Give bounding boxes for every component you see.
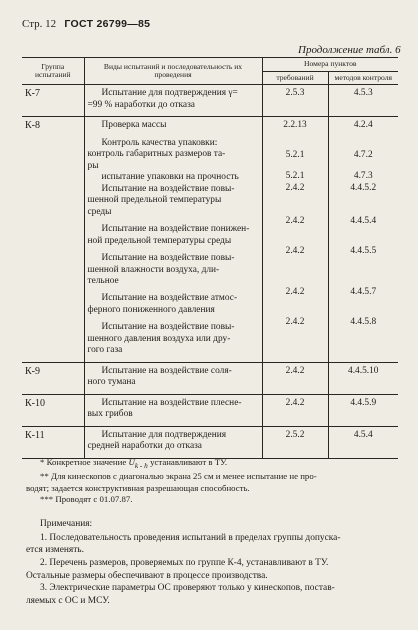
group-cell: К-11	[22, 426, 84, 458]
method-numbers: 4.4.5.9	[328, 394, 398, 426]
method-numbers: 4.5.4	[328, 426, 398, 458]
group-cell: К-7	[22, 85, 84, 117]
notes-section	[26, 518, 400, 608]
test-groups-table	[22, 57, 398, 459]
test-description: Испытание для подтверждения средней наработки до отказа	[84, 426, 262, 458]
group-cell: К-10	[22, 394, 84, 426]
table-row	[22, 426, 398, 458]
test-description: Испытание для подтверждения γ= =99 % наработки до отказа	[84, 85, 262, 117]
header-test-types: Виды испытаний и последовательность их проведения	[84, 58, 262, 85]
note-1-cont: ется изменять.	[26, 545, 84, 556]
method-numbers: 4.4.5.10	[328, 362, 398, 394]
footnote-2-cont: водят; задается конструктивная разрешающая способность.	[26, 482, 250, 493]
note-3: 3. Электрические параметры ОС проверяют только у кинескопов, постав-	[40, 583, 335, 594]
test-description: Испытание на воздействие соля- ного тумана	[84, 362, 262, 394]
table-row	[22, 362, 398, 394]
method-numbers: 4.5.3	[328, 85, 398, 117]
table-row	[22, 394, 398, 426]
footnote-2: ** Для кинескопов с диагональю экрана 25 см и менее испытание не про-	[40, 470, 317, 481]
standard-code: ГОСТ 26799—85	[64, 18, 151, 30]
footnote-3: *** Проводят с 01.07.87.	[40, 494, 133, 505]
page-number: Стр. 12	[22, 18, 57, 30]
notes-title: Примечания:	[40, 519, 93, 529]
requirement-numbers: 2.4.2	[262, 362, 328, 394]
note-2: 2. Перечень размеров, проверяемых по группе К-4, устанавливают в ТУ.	[40, 558, 329, 569]
footnotes	[26, 457, 398, 506]
table-continuation-caption: Продолжение табл. 6	[298, 44, 401, 56]
method-numbers: 4.2.4 4.7.2 4.7.3 4.4.5.2 4.4.5.4 4.4.5.5 4.4.5.7 4.4.5.8	[328, 117, 398, 362]
header-methods: методов контроля	[328, 71, 398, 85]
header-group: Группа испытаний	[22, 58, 84, 85]
note-2-cont: Остальные размеры обеспечивают в процессе производства.	[26, 570, 268, 581]
group-cell: К-8	[22, 117, 84, 362]
note-1: 1. Последовательность проведения испытаний в пределах группы допуска-	[40, 532, 341, 543]
group-cell: К-9	[22, 362, 84, 394]
header-item-numbers: Номера пунктов	[262, 58, 398, 72]
requirement-numbers: 2.5.2	[262, 426, 328, 458]
header-requirements: требований	[262, 71, 328, 85]
footnote-1: * Конкретное значение $U_{k - h}$ устанавливают в ТУ.	[40, 457, 228, 470]
requirement-numbers: 2.4.2	[262, 394, 328, 426]
requirement-numbers: 2.5.3	[262, 85, 328, 117]
requirement-numbers: 2.2.13 5.2.1 5.2.1 2.4.2 2.4.2 2.4.2 2.4.2 2.4.2	[262, 117, 328, 362]
table-row	[22, 117, 398, 362]
note-3-cont: ляемых с ОС и МСУ.	[26, 596, 110, 607]
table-row	[22, 85, 398, 117]
page-header	[22, 18, 402, 30]
test-description: Проверка массы Контроль качества упаковки: контроль габаритных размеров та- ры испытание упаковки на прочность Испытание на воздействие повы- шенной предельной температуры среды Испытание на воздействие понижен- ной предельной температуры среды Испытание на воздействие повы- шенной влажности воздуха, дли- тельное Испытание на воздействие атмос- ферного пониженного давления Испытание на воздействие повы- шенного давления воздуха или дру- гого газа	[84, 117, 262, 362]
test-description: Испытание на воздействие плесне- вых грибов	[84, 394, 262, 426]
